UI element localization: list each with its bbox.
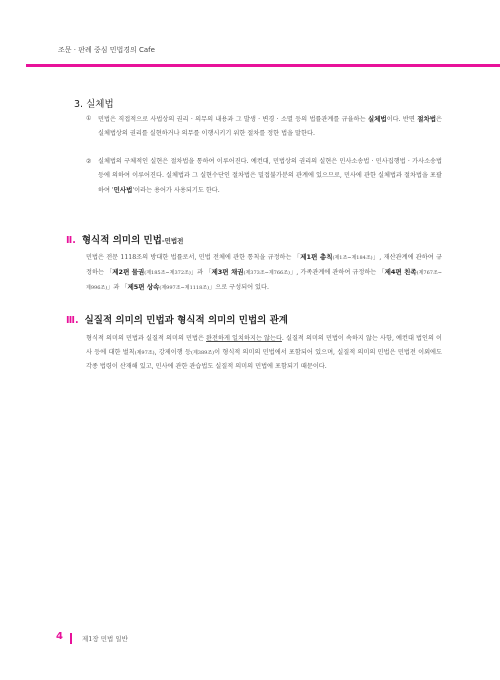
item-number: ① xyxy=(86,115,92,122)
section-title: 3. 실체법 xyxy=(74,99,114,110)
list-item xyxy=(86,155,442,198)
item-text: 실체법의 구체적인 실현은 절차법을 통하여 이루어진다. 예컨대, 민법상의 권리의 실현은 민사소송법 · 민사집행법 · 가사소송법 등에 의하여 이루어진다. 실체법과 그 실현수단인 절차법은 밀접불가분의 관계에 있으므로, 민사에 관한 실체법과 절차법을 포괄하여 '민사법'이라는 용어가 사용되기도 한다. xyxy=(98,158,442,194)
bold-term: 민사법 xyxy=(113,186,133,194)
section-heading: Ⅱ. 형식적 의미의 민법-민법전 xyxy=(66,235,184,246)
item-number: ② xyxy=(86,158,92,165)
page-number: 4 xyxy=(56,631,63,642)
section-heading: Ⅲ. 실질적 의미의 민법과 형식적 의미의 민법의 관계 xyxy=(66,315,288,326)
running-header: 조문 · 판례 중심 민법경의 Cafe xyxy=(58,46,155,54)
heading-subtitle: -민법전 xyxy=(161,237,184,245)
body-paragraph: 형식적 의미의 민법과 실질적 의미의 민법은 완전하게 일치하지는 않는다. 실질적 의미의 민법이 속하지 않는 사항, 예컨대 법인의 이사 등에 대한 벌칙(제97조), 강제이행 등(제389조)이 형식적 의미의 민법에서 포함되어 있으며, 실질적 의미의 민법은 민법전 이외에도 각종 법령이 산재해 있고, 민사에 관한 관습법도 실질적 의미의 민법에 포함되기 때문이다. xyxy=(86,335,442,370)
header-rule xyxy=(26,64,500,67)
item-text: 민법은 직접적으로 사법상의 권리 · 의무의 내용과 그 발생 · 변경 · 소멸 등의 법률관계를 규율하는 실체법이다. 반면 절차법은 실체법상의 권리를 실현하거나 의무를 이행시키기 위한 절차를 정한 법을 말한다. xyxy=(98,115,443,137)
bold-term: 실체법 xyxy=(367,115,387,123)
roman-numeral: Ⅱ. xyxy=(66,235,76,246)
chapter-label: 제1장 민법 일반 xyxy=(82,635,128,643)
roman-numeral: Ⅲ. xyxy=(66,315,79,326)
bold-term: 절차법 xyxy=(417,115,437,123)
page-divider xyxy=(70,633,72,644)
list-item xyxy=(86,112,442,141)
body-paragraph: 민법은 전문 1118조의 방대한 법률로서, 민법 전체에 관한 통칙을 규정하는 「제1편 총칙(제1조~제184조)」, 재산관계에 관하여 규정하는 「제2편 물권(제185조~제372조)」과 「제3편 채권(제373조~제766조)」, 가족관계에 관하여 규정하는 「제4편 친족(제767조~제996조)」과 「제5편 상속(제997조~제1118조)」으로 구성되어 있다. xyxy=(86,253,442,291)
underlined-phrase: 완전하게 일치하지는 않는다 xyxy=(206,335,282,342)
